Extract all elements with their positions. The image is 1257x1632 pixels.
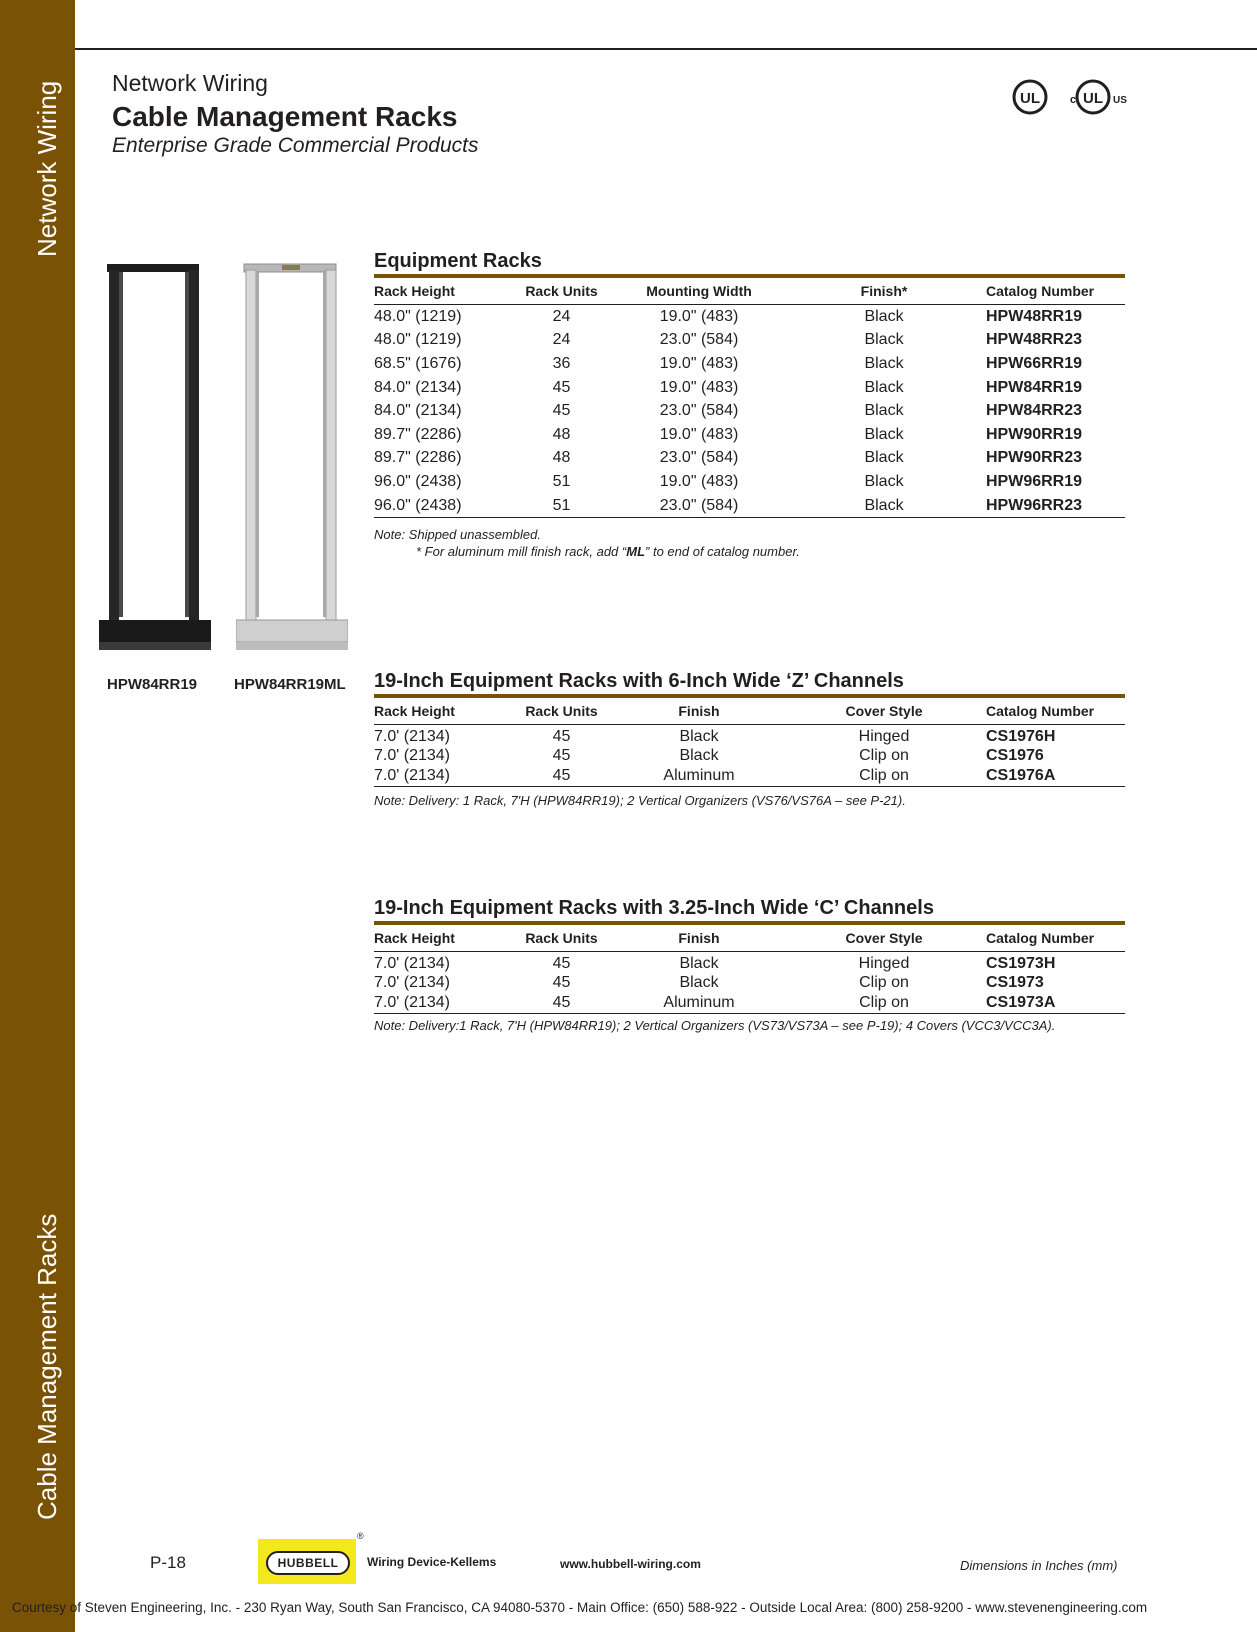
image-caption-black-rack: HPW84RR19	[107, 676, 198, 693]
table-cell: 19.0" (483)	[659, 425, 739, 443]
header-category: Network Wiring	[112, 70, 268, 96]
catalog-number: CS1976	[986, 747, 1044, 765]
page-number: P-18	[150, 1553, 186, 1572]
table-cell: Clip on	[859, 747, 909, 765]
table-body	[374, 725, 1125, 787]
dimensions-note: Dimensions in Inches (mm)	[960, 1558, 1118, 1573]
col-header: Finish	[678, 703, 720, 719]
table-cell: Black	[679, 974, 719, 992]
section-title-c-channels: 19-Inch Equipment Racks with 3.25-Inch Wide ‘C’ Channels	[374, 897, 934, 919]
page-title: Cable Management Racks	[112, 101, 458, 132]
table-cell: 36	[552, 354, 571, 372]
table-cell: 24	[552, 307, 571, 325]
table-cell: 48	[552, 425, 571, 443]
table-cell: 89.7" (2286)	[374, 425, 462, 443]
col-header: Rack Units	[525, 930, 598, 946]
table-row	[374, 423, 1125, 447]
table-row	[374, 399, 1125, 423]
table-cell: Black	[864, 402, 904, 420]
table-cell: 19.0" (483)	[659, 472, 739, 490]
svg-text:US: US	[1113, 95, 1127, 106]
sidebar-section-label: Network Wiring	[32, 80, 62, 257]
aluminum-rack-image	[236, 260, 348, 665]
table-row	[374, 954, 1125, 974]
top-rule	[75, 48, 1257, 50]
hubbell-logo	[258, 1539, 356, 1584]
table-header-row	[374, 698, 1125, 725]
ul-certification-icon	[1012, 79, 1132, 115]
table-cell: Black	[864, 496, 904, 514]
table-cell: 68.5" (1676)	[374, 354, 462, 372]
z-channels-table	[374, 698, 1125, 787]
table-cell: Aluminum	[663, 766, 735, 784]
table-cell: Black	[679, 747, 719, 765]
table-cell: 96.0" (2438)	[374, 496, 462, 514]
section-title-z-channels: 19-Inch Equipment Racks with 6-Inch Wide ‘Z’ Channels	[374, 670, 904, 692]
table-body	[374, 305, 1125, 518]
table-row	[374, 447, 1125, 471]
catalog-number: HPW66RR19	[986, 354, 1083, 372]
table-cell: 51	[552, 496, 571, 514]
table-cell: Black	[679, 954, 719, 972]
table-cell: Black	[864, 307, 904, 325]
table-header-row	[374, 925, 1125, 952]
table-cell: 19.0" (483)	[659, 378, 739, 396]
table-cell: 51	[552, 472, 571, 490]
table-note: Note: Delivery:1 Rack, 7'H (HPW84RR19); 2 Vertical Organizers (VS73/VS73A – see P-19); 4 Covers (VCC3/VCC3A).	[374, 1018, 1056, 1033]
table-cell: 84.0" (2134)	[374, 402, 462, 420]
col-header: Cover Style	[845, 930, 923, 946]
table-row	[374, 747, 1125, 767]
table-row	[374, 329, 1125, 353]
catalog-number: HPW48RR23	[986, 331, 1083, 349]
table-cell: 48.0" (1219)	[374, 307, 462, 325]
table-cell: 48	[552, 449, 571, 467]
table-cell: Black	[864, 449, 904, 467]
catalog-number: CS1976A	[986, 766, 1056, 784]
table-body	[374, 952, 1125, 1014]
col-header: Finish	[678, 930, 720, 946]
table-cell: 7.0' (2134)	[374, 954, 450, 972]
table-row	[374, 727, 1125, 747]
table-cell: 45	[552, 378, 571, 396]
table-cell: 48.0" (1219)	[374, 331, 462, 349]
table-cell: Aluminum	[663, 993, 735, 1011]
website-link[interactable]: www.hubbell-wiring.com	[560, 1557, 701, 1571]
col-header: Cover Style	[845, 703, 923, 719]
table-cell: Black	[864, 354, 904, 372]
table-cell: 45	[552, 727, 571, 745]
note-text-bold: ML	[626, 544, 646, 559]
catalog-number: CS1973A	[986, 993, 1056, 1011]
table-cell: Clip on	[859, 993, 909, 1011]
catalog-number: HPW48RR19	[986, 307, 1083, 325]
table-cell: 23.0" (584)	[659, 402, 739, 420]
table-cell: 45	[552, 993, 571, 1011]
table-cell: 7.0' (2134)	[374, 747, 450, 765]
table-row	[374, 974, 1125, 994]
table-row	[374, 352, 1125, 376]
table-cell: 45	[552, 747, 571, 765]
courtesy-line: Courtesy of Steven Engineering, Inc. - 230 Ryan Way, South San Francisco, CA 94080-5370 - Main Office: (650) 588-922 - Outside Local Area: (800) 258-9200 - www.stevenengineering.com	[12, 1600, 1148, 1615]
svg-text:c: c	[1069, 94, 1077, 106]
col-header: Mounting Width	[646, 283, 752, 299]
table-cell: Hinged	[858, 727, 910, 745]
note-text: ” to end of catalog number.	[645, 544, 800, 559]
col-header: Rack Height	[374, 283, 455, 299]
col-header: Finish*	[860, 283, 908, 299]
col-header: Rack Units	[525, 703, 598, 719]
registered-mark-icon: ®	[357, 1531, 364, 1541]
col-header: Catalog Number	[986, 283, 1095, 299]
catalog-number: CS1973H	[986, 954, 1056, 972]
table-row	[374, 305, 1125, 329]
table-row	[374, 494, 1125, 518]
col-header: Rack Height	[374, 703, 455, 719]
svg-text:UL: UL	[1020, 90, 1040, 107]
table-cell: 24	[552, 331, 571, 349]
table-cell: 7.0' (2134)	[374, 993, 450, 1011]
table-cell: 45	[552, 402, 571, 420]
catalog-number: HPW90RR19	[986, 425, 1083, 443]
table-cell: Black	[864, 378, 904, 396]
col-header: Catalog Number	[986, 703, 1095, 719]
table-cell: Clip on	[859, 766, 909, 784]
table-note	[416, 544, 800, 559]
table-cell: Black	[864, 472, 904, 490]
hubbell-logo-text: HUBBELL	[266, 1551, 350, 1575]
catalog-number: HPW84RR19	[986, 378, 1083, 396]
table-cell: 7.0' (2134)	[374, 974, 450, 992]
sidebar	[0, 0, 75, 1632]
table-cell: 19.0" (483)	[659, 307, 739, 325]
table-cell: 45	[552, 766, 571, 784]
table-cell: 23.0" (584)	[659, 449, 739, 467]
col-header: Rack Units	[525, 283, 598, 299]
table-cell: 96.0" (2438)	[374, 472, 462, 490]
table-cell: Black	[864, 425, 904, 443]
table-cell: 7.0' (2134)	[374, 727, 450, 745]
equipment-racks-table	[374, 278, 1125, 518]
table-cell: Clip on	[859, 974, 909, 992]
table-row	[374, 766, 1125, 786]
col-header: Rack Height	[374, 930, 455, 946]
table-cell: 84.0" (2134)	[374, 378, 462, 396]
table-cell: 45	[552, 974, 571, 992]
table-cell: Black	[864, 331, 904, 349]
c-channels-table	[374, 925, 1125, 1014]
note-text: * For aluminum mill finish rack, add “	[416, 544, 627, 559]
table-cell: Black	[679, 727, 719, 745]
table-row	[374, 376, 1125, 400]
section-title-equipment-racks: Equipment Racks	[374, 250, 542, 272]
catalog-number: CS1973	[986, 974, 1044, 992]
catalog-number: HPW84RR23	[986, 402, 1083, 420]
catalog-number: HPW90RR23	[986, 449, 1083, 467]
svg-text:UL: UL	[1083, 90, 1103, 107]
table-header-row	[374, 278, 1125, 305]
table-note: Note: Delivery: 1 Rack, 7'H (HPW84RR19); 2 Vertical Organizers (VS76/VS76A – see P-21).	[374, 793, 906, 808]
catalog-number: HPW96RR19	[986, 472, 1083, 490]
catalog-number: CS1976H	[986, 727, 1056, 745]
catalog-number: HPW96RR23	[986, 496, 1083, 514]
table-cell: 19.0" (483)	[659, 354, 739, 372]
table-cell: Hinged	[858, 954, 910, 972]
table-cell: 89.7" (2286)	[374, 449, 462, 467]
image-caption-aluminum-rack: HPW84RR19ML	[234, 676, 346, 693]
table-cell: 45	[552, 954, 571, 972]
page-subtitle: Enterprise Grade Commercial Products	[112, 134, 479, 157]
table-cell: 7.0' (2134)	[374, 766, 450, 784]
black-rack-image	[99, 260, 211, 665]
brand-tagline: Wiring Device-Kellems	[367, 1555, 497, 1569]
col-header: Catalog Number	[986, 930, 1095, 946]
table-row	[374, 993, 1125, 1013]
table-cell: 23.0" (584)	[659, 496, 739, 514]
table-note: Note: Shipped unassembled.	[374, 527, 541, 542]
sidebar-chapter-label: Cable Management Racks	[32, 1213, 62, 1520]
table-cell: 23.0" (584)	[659, 331, 739, 349]
table-row	[374, 470, 1125, 494]
